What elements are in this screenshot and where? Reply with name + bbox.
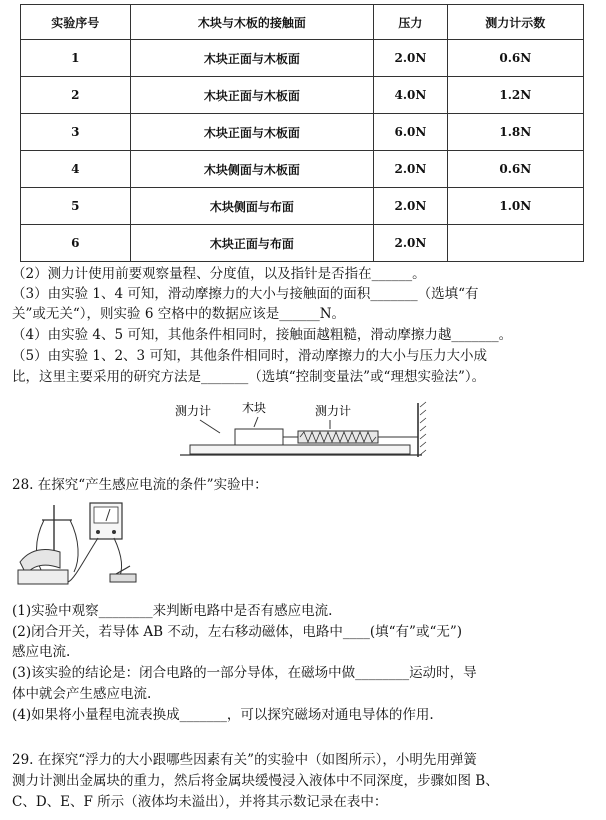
cell: 5 [21,188,131,225]
cell: 3 [21,114,131,151]
q28-title: 28. 在探究“产生感应电流的条件”实验中： [12,477,268,493]
table-header-row [21,5,584,40]
q29-line-2: 测力计测出金属块的重力，然后将金属块缓慢浸入液体中不同深度，步骤如图 B、 [12,773,499,789]
q28-line-2b: 感应电流. [12,644,71,660]
q27-line-3b: 关”或无关“），则实验 6 空格中的数据应该是______N。 [12,306,346,322]
cell: 4.0N [374,77,447,114]
header-pressure: 压力 [374,5,447,40]
cell: 6 [21,225,131,262]
header-index: 实验序号 [21,5,131,40]
friction-apparatus-figure [150,395,450,465]
block-shape [235,429,283,445]
cell: 1.8N [447,114,583,151]
q27-line-3a: （3）由实验 1、4 可知，滑动摩擦力的大小与接触面的面积_______（选填“有 [12,286,479,302]
table-row [21,188,584,225]
cell: 2.0N [374,151,447,188]
induction-apparatus-figure [14,500,144,592]
cell: 木块正面与木板面 [130,40,374,77]
table-row [21,77,584,114]
q28-line-4: (4)如果将小量程电流表换成_______，可以探究磁场对通电导体的作用. [12,707,434,723]
table-row [21,40,584,77]
cell: 0.6N [447,40,583,77]
cell: 1.2N [447,77,583,114]
cell: 2.0N [374,188,447,225]
cell: 1.0N [447,188,583,225]
cell: 木块侧面与木板面 [130,151,374,188]
table-row [21,151,584,188]
q27-line-4: （4）由实验 4、5 可知，其他条件相同时，接触面越粗糙，滑动摩擦力越_______。 [12,327,513,343]
q29-line-3: C、D、E、F 所示（液体均未溢出），并将其示数记录在表中： [12,794,388,810]
q27-line-2: （2）测力计使用前要观察量程、分度值，以及指针是否指在______。 [12,266,426,282]
cell: 4 [21,151,131,188]
cell: 6.0N [374,114,447,151]
q28-line-3b: 体中就会产生感应电流. [12,686,152,702]
board-shape [190,445,410,454]
label-left-meter: 测力计 [175,404,212,418]
q27-line-5a: （5）由实验 1、2、3 可知，其他条件相同时，滑动摩擦力的大小与压力大小成 [12,348,487,364]
cell: 木块正面与木板面 [130,77,374,114]
label-block: 木块 [242,401,267,415]
switch-shape [110,574,136,582]
q28-line-2: (2)闭合开关，若导体 AB 不动，左右移动磁体，电路中____(填“有”或“无”) [12,624,463,640]
q28-line-3: (3)该实验的结论是：闭合电路的一部分导体，在磁场中做________运动时，导 [12,665,477,681]
cell [447,225,583,262]
cell: 2.0N [374,40,447,77]
q29-line-1: 29. 在探究“浮力的大小跟哪些因素有关”的实验中（如图所示），小明先用弹簧 [12,752,477,768]
label-right-meter: 测力计 [315,404,352,418]
experiment-table [20,4,584,262]
cell: 1 [21,40,131,77]
cell: 木块侧面与布面 [130,188,374,225]
cell: 2.0N [374,225,447,262]
table-row [21,114,584,151]
cell: 木块正面与木板面 [130,114,374,151]
cell: 木块正面与布面 [130,225,374,262]
cell: 0.6N [447,151,583,188]
header-surface: 木块与木板的接触面 [130,5,374,40]
q27-line-5b: 比，这里主要采用的研究方法是_______（选填“控制变量法”或“理想实验法”）。 [12,369,486,385]
table-row [21,225,584,262]
q28-line-1: (1)实验中观察________来判断电路中是否有感应电流. [12,603,333,619]
header-reading: 测力计示数 [447,5,583,40]
cell: 2 [21,77,131,114]
